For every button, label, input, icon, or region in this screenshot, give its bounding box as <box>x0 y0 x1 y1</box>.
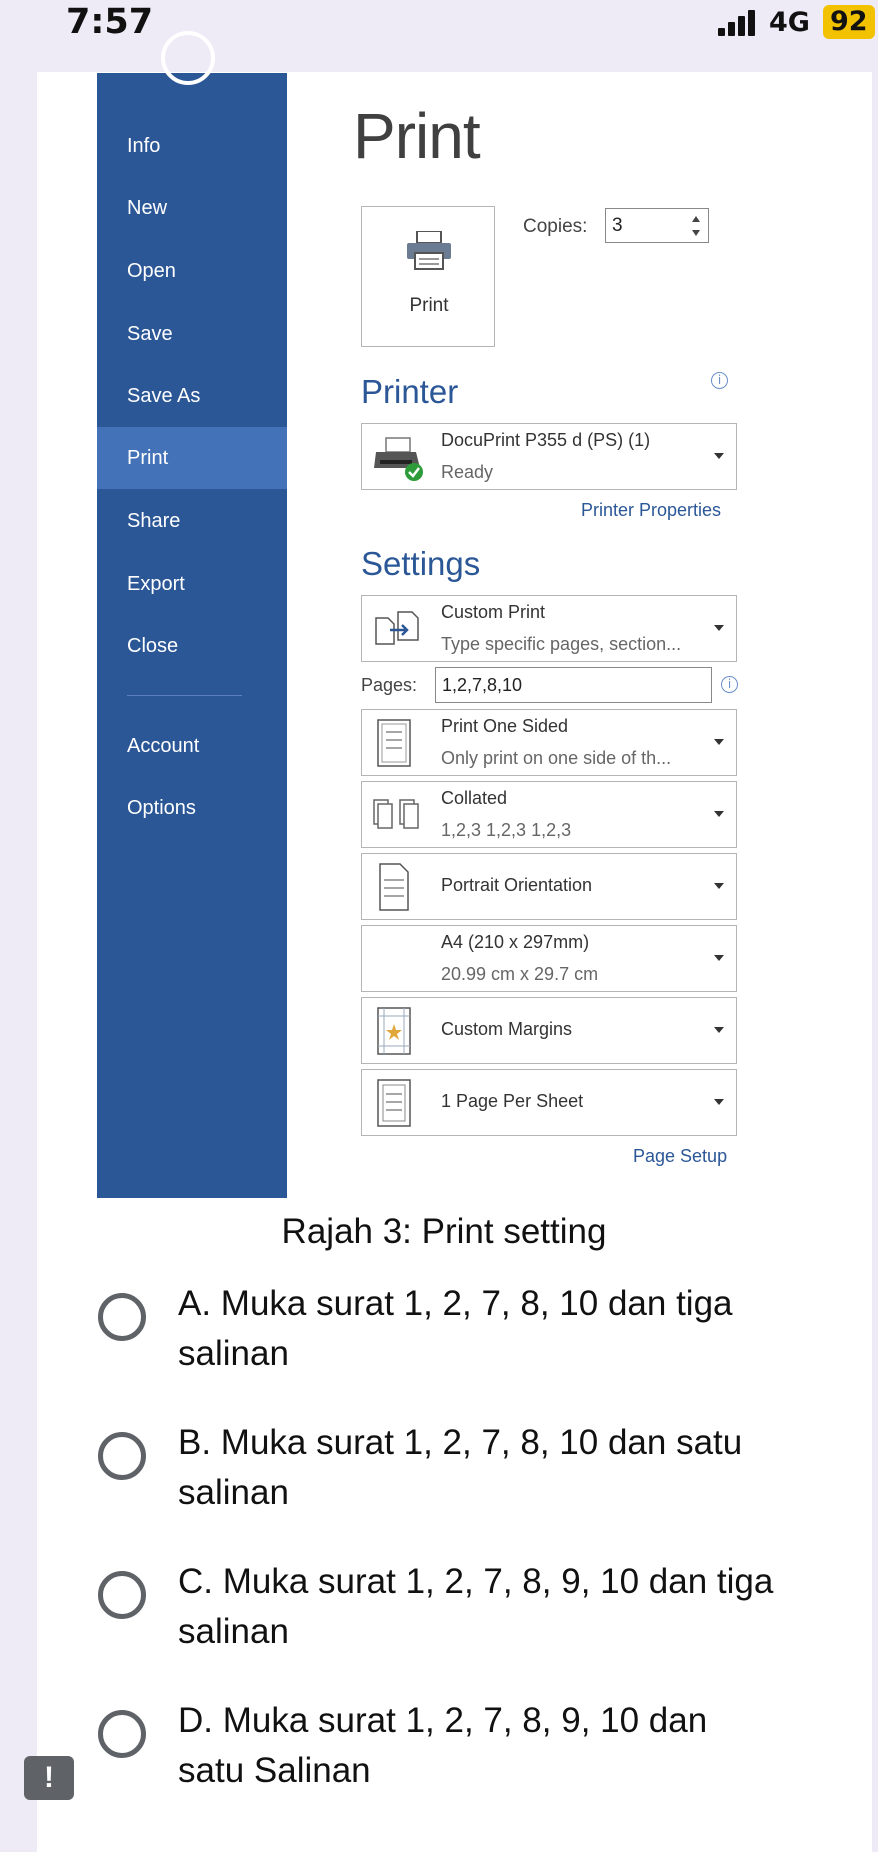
printer-dropdown[interactable] <box>361 423 737 490</box>
sides-dropdown[interactable] <box>361 709 737 776</box>
print-backstage-image <box>60 73 760 1198</box>
sidebar-item-save-as[interactable]: Save As <box>127 385 201 407</box>
back-icon[interactable] <box>161 31 215 85</box>
print-button[interactable] <box>361 206 495 347</box>
sides-subtitle: Only print on one side of th... <box>441 748 672 768</box>
paper-size-title: A4 (210 x 297mm) <box>441 932 590 952</box>
pages-per-sheet-title: 1 Page Per Sheet <box>441 1091 584 1111</box>
sidebar-item-share[interactable]: Share <box>127 510 181 532</box>
margins-dropdown[interactable] <box>361 997 737 1064</box>
margins-title: Custom Margins <box>441 1019 573 1039</box>
one-page-icon <box>372 1076 416 1130</box>
chevron-down-icon <box>714 811 724 817</box>
copies-stepper[interactable] <box>605 208 709 243</box>
page-title: Print <box>353 100 480 172</box>
chevron-down-icon <box>714 453 724 459</box>
backstage-sidebar <box>97 73 287 1198</box>
portrait-icon <box>372 860 416 914</box>
sidebar-item-new[interactable]: New <box>127 197 168 219</box>
orientation-title: Portrait Orientation <box>441 875 593 895</box>
chevron-down-icon <box>714 625 724 631</box>
printer-ready-icon <box>372 434 426 482</box>
printer-properties-link[interactable]: Printer Properties <box>581 500 722 520</box>
paper-size-dropdown[interactable] <box>361 925 737 992</box>
chevron-down-icon <box>714 1027 724 1033</box>
pages-value: 1,2,7,8,10 <box>442 675 523 695</box>
answer-option-a[interactable] <box>95 1279 795 1389</box>
sides-title: Print One Sided <box>441 716 569 736</box>
printer-name: DocuPrint P355 d (PS) (1) <box>441 430 651 450</box>
radio-button[interactable] <box>98 1432 146 1480</box>
sidebar-item-account[interactable]: Account <box>127 735 200 757</box>
collation-title: Collated <box>441 788 508 808</box>
answer-option-d[interactable] <box>95 1696 795 1806</box>
report-icon[interactable]: ! <box>24 1756 74 1800</box>
answer-option-text: B. Muka surat 1, 2, 7, 8, 10 dan satu salinan <box>178 1423 743 1512</box>
copies-value: 3 <box>612 215 623 236</box>
chevron-down-icon <box>714 955 724 961</box>
sidebar-divider <box>127 695 242 696</box>
spin-arrows-icon[interactable] <box>691 214 701 238</box>
sidebar-item-open[interactable]: Open <box>127 260 176 282</box>
print-button-label: Print <box>409 295 449 316</box>
custom-margins-icon <box>372 1004 416 1058</box>
printer-icon <box>405 231 453 271</box>
print-range-title: Custom Print <box>441 602 546 622</box>
pages-label: Pages: <box>361 675 418 695</box>
sidebar-item-export[interactable]: Export <box>127 573 185 595</box>
pages-per-sheet-dropdown[interactable] <box>361 1069 737 1136</box>
status-bar <box>0 0 878 44</box>
print-range-dropdown[interactable] <box>361 595 737 662</box>
collation-subtitle: 1,2,3 1,2,3 1,2,3 <box>441 820 572 840</box>
sidebar-item-close[interactable]: Close <box>127 635 179 657</box>
sidebar-item-save[interactable]: Save <box>127 323 173 345</box>
copies-label: Copies: <box>523 216 588 237</box>
orientation-dropdown[interactable] <box>361 853 737 920</box>
sidebar-item-options[interactable]: Options <box>127 797 196 819</box>
chevron-down-icon <box>714 739 724 745</box>
answer-option-text: A. Muka surat 1, 2, 7, 8, 10 dan tiga salinan <box>178 1284 733 1373</box>
battery-badge: 92 <box>823 5 875 39</box>
one-sided-icon <box>372 716 416 770</box>
radio-button[interactable] <box>98 1293 146 1341</box>
settings-section-title: Settings <box>361 545 481 582</box>
radio-button[interactable] <box>98 1571 146 1619</box>
radio-button[interactable] <box>98 1710 146 1758</box>
info-icon[interactable]: i <box>711 372 728 389</box>
collation-dropdown[interactable] <box>361 781 737 848</box>
answer-option-text: D. Muka surat 1, 2, 7, 8, 9, 10 dan satu Salinan <box>178 1701 708 1790</box>
printer-section-title: Printer <box>361 373 459 410</box>
collated-icon <box>372 794 430 834</box>
sidebar-item-print[interactable]: Print <box>97 427 287 489</box>
info-icon[interactable]: i <box>721 676 738 693</box>
answer-option-c[interactable] <box>95 1557 795 1667</box>
status-time: 7:57 <box>66 2 154 42</box>
chevron-down-icon <box>714 883 724 889</box>
answer-option-text: C. Muka surat 1, 2, 7, 8, 9, 10 dan tiga salinan <box>178 1562 774 1651</box>
sidebar-item-info[interactable]: Info <box>127 135 161 157</box>
custom-pages-icon <box>372 608 426 648</box>
page-setup-link[interactable]: Page Setup <box>633 1146 728 1166</box>
printer-status: Ready <box>441 462 494 482</box>
pages-input[interactable] <box>435 667 712 703</box>
network-type: 4G <box>769 7 810 38</box>
paper-size-subtitle: 20.99 cm x 29.7 cm <box>441 964 599 984</box>
print-range-subtitle: Type specific pages, section... <box>441 634 682 654</box>
answer-option-b[interactable] <box>95 1418 795 1528</box>
signal-icon <box>718 10 764 36</box>
chevron-down-icon <box>714 1099 724 1105</box>
figure-caption: Rajah 3: Print setting <box>281 1212 607 1251</box>
